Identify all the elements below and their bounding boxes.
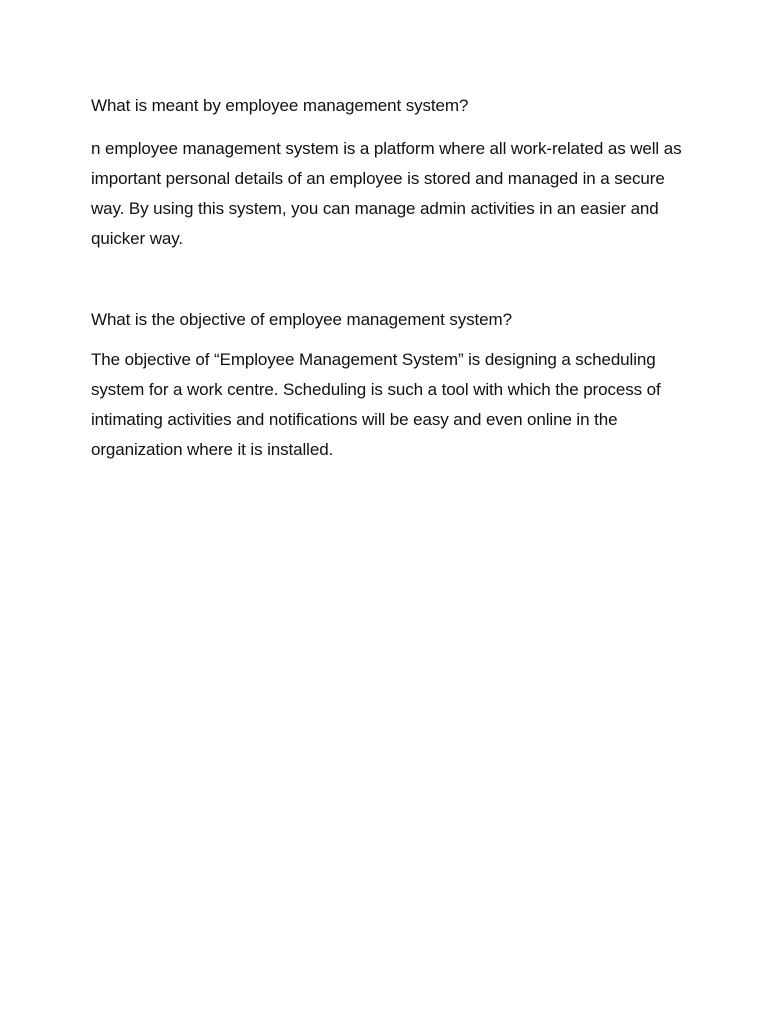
answer-paragraph: The objective of “Employee Management System” is designing a scheduling system for a work centre. Scheduling is such a tool with which the process of intimating activities and notifications will be easy and even online in the organization where it is installed.: [91, 350, 661, 459]
answer-paragraph: n employee management system is a platform where all work-related as well as important personal details of an employee is stored and managed in a secure way. By using this system, you can manage admin activities in an easier and quicker way.: [91, 139, 682, 248]
question-heading: What is meant by employee management system?: [91, 96, 469, 115]
question-heading: What is the objective of employee management system?: [91, 310, 512, 329]
